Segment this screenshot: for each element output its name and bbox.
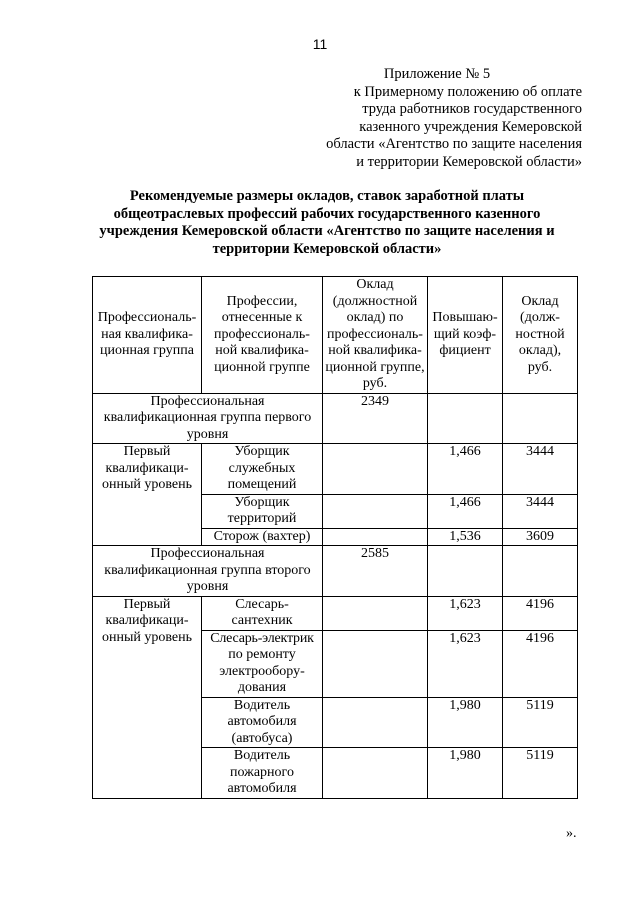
coefficient: 1,980: [428, 748, 503, 799]
header-coefficient: Повышаю- щий коэф- фициент: [428, 277, 503, 394]
appendix-line: труда работников государственного: [362, 101, 582, 117]
profession: Водитель автомобиля (автобуса): [202, 697, 323, 748]
table-header-row: [93, 277, 578, 394]
empty-cell: [428, 393, 503, 444]
document-title: [72, 188, 582, 258]
appendix-line: к Примерному положению об оплате: [353, 83, 582, 100]
profession: Уборщик служебных помещений: [202, 444, 323, 495]
empty-cell: [503, 393, 578, 444]
appendix-line: и территории Кемеровской области»: [356, 153, 582, 170]
empty-cell: [323, 444, 428, 495]
empty-cell: [323, 630, 428, 697]
salary: 3609: [503, 528, 578, 546]
empty-cell: [503, 546, 578, 597]
group-base-salary: 2349: [323, 393, 428, 444]
salary: 4196: [503, 596, 578, 630]
empty-cell: [323, 748, 428, 799]
coefficient: 1,466: [428, 444, 503, 495]
closing-quote-mark: ».: [566, 826, 577, 841]
salary: 4196: [503, 630, 578, 697]
table-row: [93, 596, 578, 630]
salary: 3444: [503, 444, 578, 495]
empty-cell: [323, 697, 428, 748]
header-group: Профессиональ- ная квалифика- ционная группа: [93, 277, 202, 394]
title-line: территории Кемеровской области»: [212, 240, 442, 257]
group-row: [93, 546, 578, 597]
empty-cell: [323, 528, 428, 546]
profession: Сторож (вахтер): [202, 528, 323, 546]
profession: Слесарь-электрик по ремонту электрообору- дования: [202, 630, 323, 697]
coefficient: 1,980: [428, 697, 503, 748]
page-number: 11: [312, 36, 328, 52]
salary-table: [92, 276, 578, 799]
title-line: Рекомендуемые размеры окладов, ставок заработной платы: [129, 188, 525, 204]
header-professions: Профессии, отнесенные к профессиональ- ной квалифика- ционной группе: [202, 277, 323, 394]
title-line: общеотраслевых профессий рабочих государственного казенного: [113, 205, 541, 222]
coefficient: 1,623: [428, 630, 503, 697]
group-name: Профессиональная квалификационная группа второго уровня: [93, 546, 323, 597]
empty-cell: [428, 546, 503, 597]
profession: Водитель пожарного автомобиля: [202, 748, 323, 799]
header-base-salary: Оклад (должностной оклад) по профессиональ- ной квалифика- ционной группе, руб.: [323, 277, 428, 394]
salary: 3444: [503, 494, 578, 528]
appendix-line: казенного учреждения Кемеровской: [359, 118, 582, 135]
coefficient: 1,623: [428, 596, 503, 630]
appendix-line: области «Агентство по защите населения: [326, 136, 582, 152]
header-salary: Оклад (долж- ностной оклад), руб.: [503, 277, 578, 394]
table-row: [93, 444, 578, 495]
empty-cell: [323, 596, 428, 630]
profession: Слесарь- сантехник: [202, 596, 323, 630]
qualification-level: Первый квалификаци- онный уровень: [93, 596, 202, 798]
group-name: Профессиональная квалификационная группа первого уровня: [93, 393, 323, 444]
profession: Уборщик территорий: [202, 494, 323, 528]
appendix-header: [252, 66, 582, 171]
title-line: учреждения Кемеровской области «Агентство по защите населения и: [99, 223, 555, 239]
appendix-title: Приложение № 5: [383, 66, 491, 82]
group-base-salary: 2585: [323, 546, 428, 597]
empty-cell: [323, 494, 428, 528]
salary: 5119: [503, 748, 578, 799]
qualification-level: Первый квалификаци- онный уровень: [93, 444, 202, 546]
salary: 5119: [503, 697, 578, 748]
coefficient: 1,536: [428, 528, 503, 546]
group-row: [93, 393, 578, 444]
coefficient: 1,466: [428, 494, 503, 528]
